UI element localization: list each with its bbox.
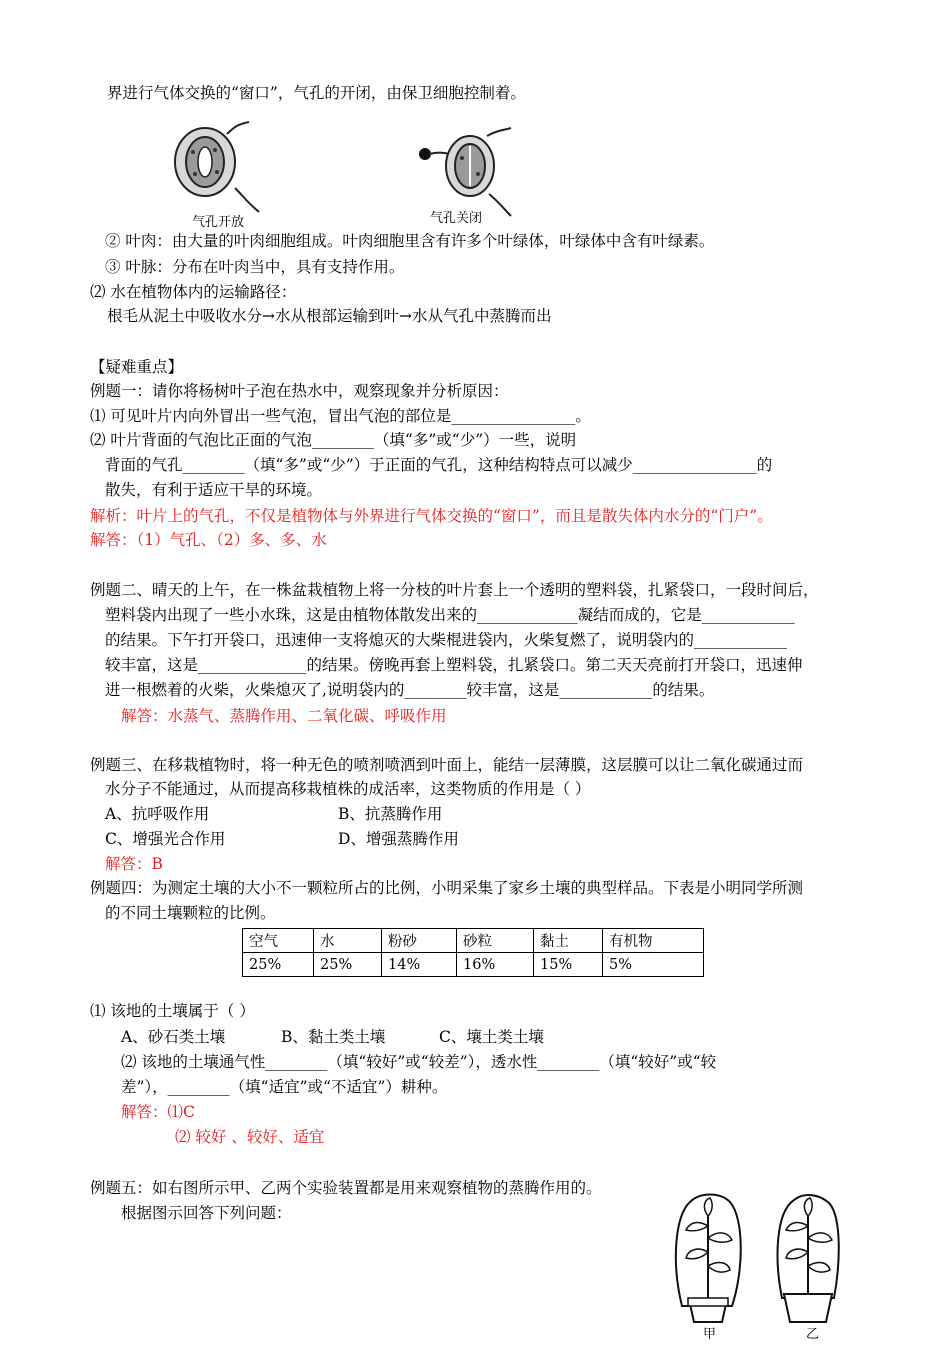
ex1-line: ⑴ 可见叶片内向外冒出一些气泡，冒出气泡的部位是________________。: [90, 407, 591, 425]
stoma-open-label: 气孔开放: [192, 215, 245, 230]
leaf-vein-line: ③ 叶脉：分布在叶肉当中，具有支持作用。: [105, 258, 405, 276]
ex3-option-c: C、增强光合作用: [105, 830, 226, 848]
ex5-line: 例题五：如右图所示甲、乙两个实验装置都是用来观察植物的蒸腾作用的。: [90, 1179, 602, 1197]
setup-jia-figure: [668, 1186, 748, 1326]
setup-yi-label: 乙: [806, 1327, 820, 1342]
section-title: 【疑难重点】: [90, 358, 184, 376]
table-cell: 16%: [457, 953, 534, 977]
ex4-q1-option-a: A、砂石类土壤: [121, 1028, 226, 1046]
ex1-analysis: 解析：叶片上的气孔，不仅是植物体与外界进行气体交换的“窗口”，而且是散失体内水分的“门户”。: [90, 507, 773, 525]
ex4-q2-line: 差”），________（填“适宜”或“不适宜”）耕种。: [121, 1078, 448, 1096]
ex3-option-b: B、抗蒸腾作用: [338, 805, 443, 823]
ex1-answer: 解答：（1）气孔、（2）多、多、水: [90, 531, 327, 549]
ex2-answer: 解答：水蒸气、蒸腾作用、二氧化碳、呼吸作用: [121, 707, 447, 725]
setup-jia-label: 甲: [703, 1327, 717, 1342]
ex1-line: 背面的气孔________（填“多”或“少”）于正面的气孔，这种结构特点可以减少________________的: [105, 456, 773, 474]
ex3-option-a: A、抗呼吸作用: [105, 805, 210, 823]
ex2-line: 例题二、晴天的上午，在一株盆栽植物上将一分枝的叶片套上一个透明的塑料袋，扎紧袋口，一段时间后，: [90, 581, 819, 599]
ex2-line: 的结果。下午打开袋口，迅速伸一支将熄灭的大柴棍进袋内，火柴复燃了，说明袋内的____________: [105, 631, 788, 649]
soil-composition-table: [242, 928, 704, 977]
ex4-q1-option-b: B、黏土类土壤: [281, 1028, 386, 1046]
ex4-answer-1: 解答：⑴C: [121, 1103, 195, 1121]
water-path-heading: ⑵ 水在植物体内的运输路径：: [90, 283, 297, 301]
ex4-line: 例题四：为测定土壤的大小不一颗粒所占的比例，小明采集了家乡土壤的典型样品。下表是小明同学所测: [90, 879, 804, 897]
table-header-row: [243, 929, 704, 953]
leaf-mesophyll-line: ② 叶肉：由大量的叶肉细胞组成。叶肉细胞里含有许多个叶绿体，叶绿体中含有叶绿素。: [105, 232, 715, 250]
ex4-answer-2: ⑵ 较好 、较好、适宜: [175, 1128, 325, 1146]
setup-yi-figure: [768, 1186, 848, 1326]
table-header-cell: 粉砂: [382, 929, 457, 953]
ex2-line: 较丰富，这是______________的结果。傍晚再套上塑料袋，扎紧袋口。第二天天亮前打开袋口，迅速伸: [105, 656, 803, 674]
ex2-line: 进一根燃着的火柴，火柴熄灭了,说明袋内的________较丰富，这是____________的结果。: [105, 681, 715, 699]
ex4-line: 的不同土壤颗粒的比例。: [105, 904, 276, 922]
table-cell: 25%: [314, 953, 382, 977]
ex3-answer: 解答：B: [105, 855, 163, 873]
ex3-option-d: D、增强蒸腾作用: [338, 830, 459, 848]
stoma-open-figure: [165, 116, 275, 221]
stoma-closed-figure: [415, 122, 525, 222]
table-cell: 15%: [534, 953, 603, 977]
table-cell: 25%: [243, 953, 314, 977]
ex4-q1-option-c: C、壤土类土壤: [439, 1028, 544, 1046]
table-header-cell: 空气: [243, 929, 314, 953]
stoma-closed-label: 气孔关闭: [430, 211, 483, 226]
ex1-line: ⑵ 叶片背面的气泡比正面的气泡________（填“多”或“少”）一些，说明: [90, 431, 577, 449]
ex1-line: 散失，有利于适应干旱的环境。: [105, 481, 323, 499]
table-header-cell: 水: [314, 929, 382, 953]
ex3-line: 水分子不能通过，从而提高移栽植株的成活率，这类物质的作用是（ ）: [105, 780, 591, 798]
ex3-line: 例题三、在移栽植物时，将一种无色的喷剂喷洒到叶面上，能结一层薄膜，这层膜可以让二氧化碳通过而: [90, 756, 804, 774]
ex1-line: 例题一：请你将杨树叶子泡在热水中，观察现象并分析原因：: [90, 382, 509, 400]
water-path-content: 根毛从泥土中吸收水分→水从根部运输到叶→水从气孔中蒸腾而出: [107, 307, 552, 325]
ex5-line: 根据图示回答下列问题：: [121, 1204, 292, 1222]
ex4-q2-line: ⑵ 该地的土壤通气性________（填“较好”或“较差”），透水性________（填“较好”或“较: [121, 1053, 717, 1071]
intro-line: 界进行气体交换的“窗口”，气孔的开闭，由保卫细胞控制着。: [107, 84, 526, 102]
table-cell: 5%: [603, 953, 704, 977]
table-cell: 14%: [382, 953, 457, 977]
table-row: [243, 953, 704, 977]
table-header-cell: 砂粒: [457, 929, 534, 953]
ex4-q1: ⑴ 该地的土壤属于（ ）: [90, 1002, 255, 1020]
ex2-line: 塑料袋内出现了一些小水珠，这是由植物体散发出来的_____________凝结而成的，它是____________: [105, 606, 795, 624]
table-header-cell: 黏土: [534, 929, 603, 953]
table-header-cell: 有机物: [603, 929, 704, 953]
